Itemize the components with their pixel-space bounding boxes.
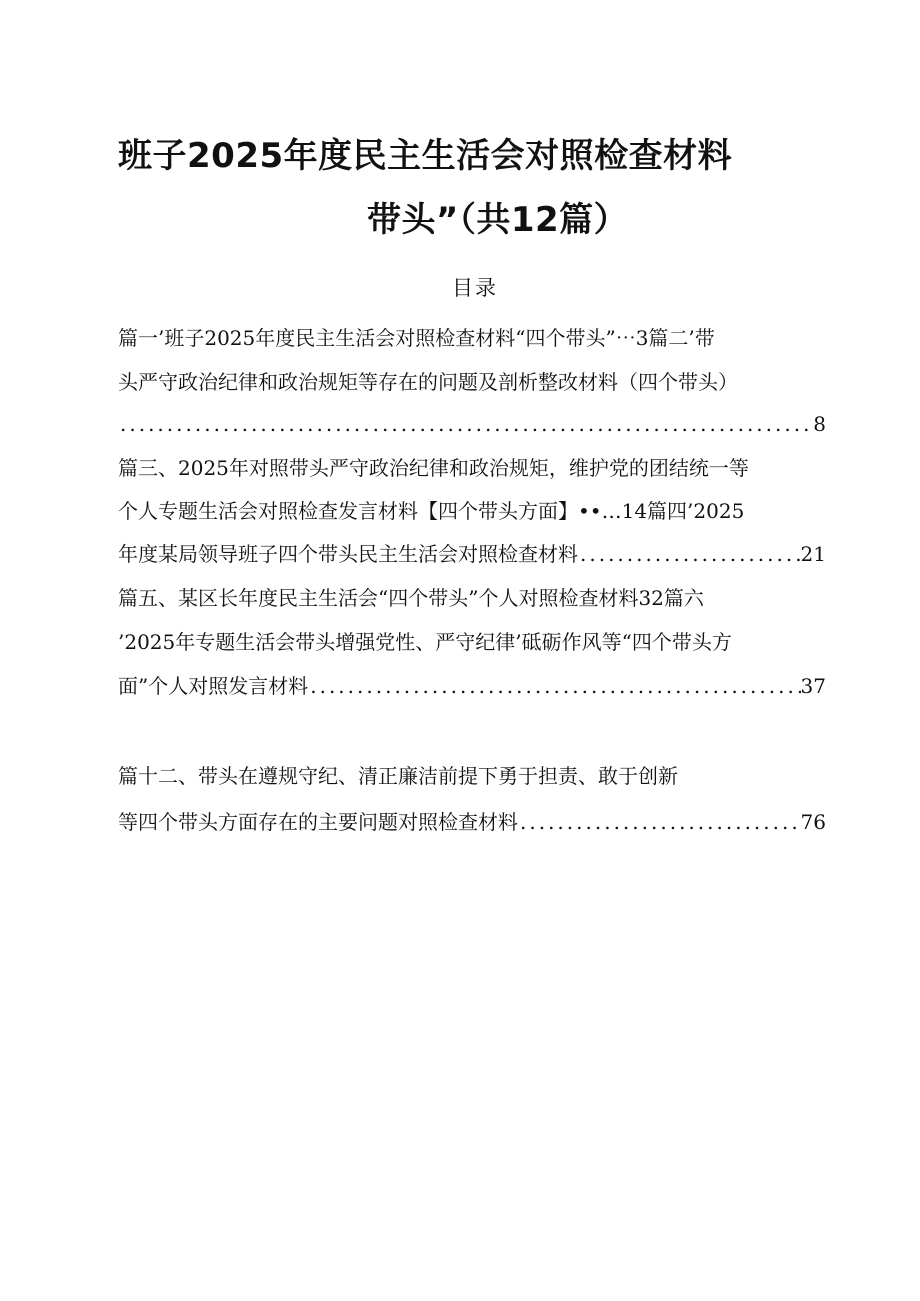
- toc-line: [118, 495, 826, 527]
- toc-line-text: 篇十二、带头在遵规守纪、清正廉洁前提下勇于担责、敢于创新: [118, 764, 678, 788]
- toc-line: [118, 452, 826, 484]
- toc-line-text: 等四个带头方面存在的主要问题对照检查材料: [118, 810, 518, 834]
- toc-line-text: 篇三、2025年对照带头严守政治纪律和政治规矩，维护党的团结统一等: [118, 456, 749, 480]
- toc-page-number: 76: [800, 810, 826, 834]
- leader-dots: [118, 408, 813, 440]
- toc-line: [118, 582, 826, 614]
- document-title-line-1: 班子2025年度民主生活会对照检查材料: [118, 136, 733, 176]
- toc-line: [118, 322, 826, 354]
- toc-line-text: 年度某局领导班子四个带头民主生活会对照检查材料: [118, 542, 578, 566]
- toc-line-leader: [118, 538, 826, 570]
- toc-heading: 目录: [452, 276, 498, 300]
- toc-line-text: 个人专题生活会对照检查发言材料【四个带头方面】••…14篇四’2025: [118, 499, 745, 523]
- leader-dots: [518, 806, 801, 838]
- toc-line-text: ’2025年专题生活会带头增强党性、严守纪律’砥砺作风等“四个带头方: [118, 630, 732, 654]
- leader-dots: [308, 670, 800, 702]
- toc-line-text: 篇五、某区长年度民主生活会“四个带头”个人对照检查材料32篇六: [118, 586, 704, 610]
- document-title-line-2: 带头”（共12篇）: [367, 200, 629, 240]
- toc-line-text: 篇一’班子2025年度民主生活会对照检查材料“四个带头”⋯3篇二’带: [118, 326, 715, 350]
- toc-line-leader: [118, 806, 826, 838]
- toc-page-number: 21: [800, 542, 826, 566]
- toc-line-leader: [118, 670, 826, 702]
- toc-page-number: 37: [800, 674, 826, 698]
- toc-line-leader: [118, 408, 826, 440]
- toc-page-number: 8: [813, 412, 826, 436]
- toc-line-text: 面”个人对照发言材料: [118, 674, 309, 698]
- toc-line: [118, 626, 826, 658]
- toc-line-text: 头严守政治纪律和政治规矩等存在的问题及剖析整改材料（四个带头）: [118, 370, 738, 394]
- toc-line: [118, 366, 826, 398]
- toc-line: [118, 760, 826, 792]
- leader-dots: [578, 538, 801, 570]
